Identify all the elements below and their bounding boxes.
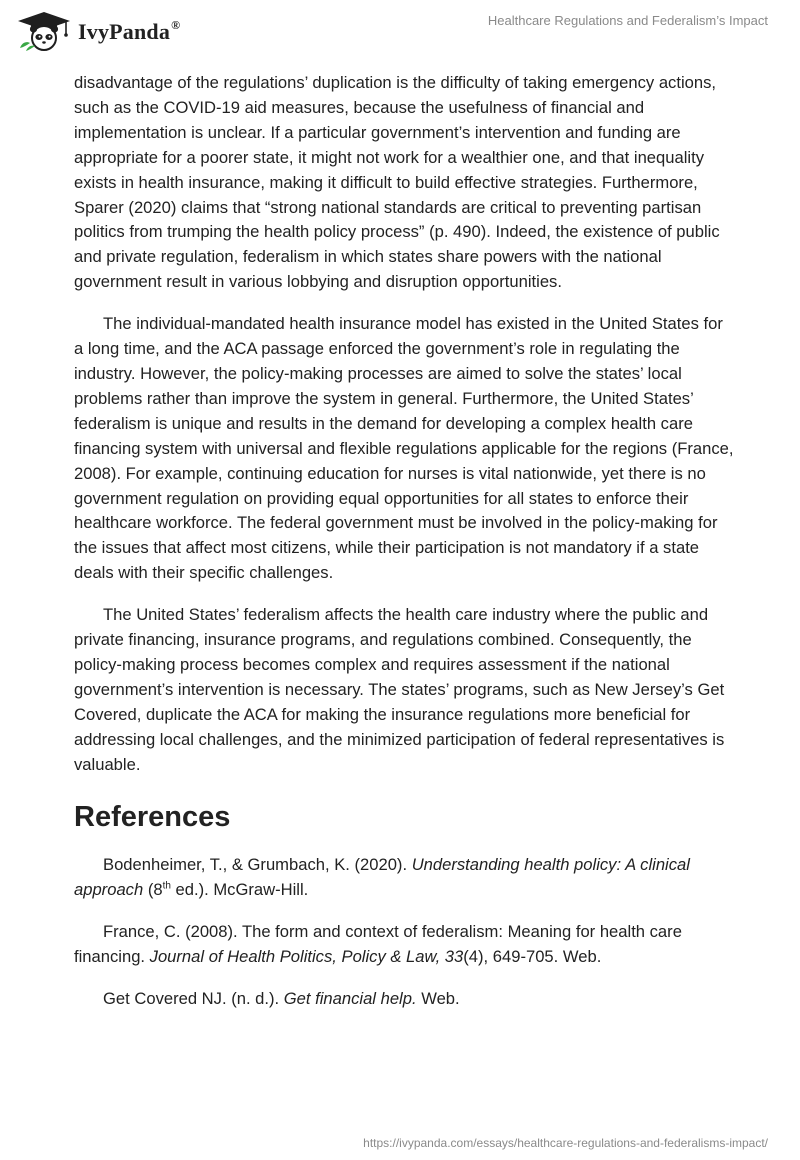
essay-content bbox=[74, 71, 734, 1029]
panda-graduate-icon bbox=[16, 10, 72, 52]
source-url[interactable]: https://ivypanda.com/essays/healthcare-regulations-and-federalisms-impact/ bbox=[363, 1136, 768, 1150]
ref1-publisher: ed.). McGraw-Hill. bbox=[170, 880, 309, 900]
body-paragraph-1: disadvantage of the regulations’ duplication is the difficulty of taking emergency actions, such as the COVID-19 aid measures, because the usefulness of financial and implementation is unclear. If a particular government’s intervention and funding are appropriate for a poorer state, it might not work for a wealthier one, and that inequality exists in health insurance, making it difficult to build effective strategies. Furthermore, Sparer (2020) claims that “strong national standards are critical to preventing partisan politics from trumping the health policy process” (p. 490). Indeed, the existence of public and private regulation, federalism in which states share powers with the national government result in various lobbying and disruption opportunities. bbox=[74, 73, 720, 292]
page-header bbox=[0, 0, 800, 70]
ref2-pages: (4), 649-705. Web. bbox=[463, 947, 602, 967]
ref1-title: Understanding health policy: A clinical approach bbox=[74, 855, 690, 900]
ref1-edition-suffix: th bbox=[162, 880, 171, 892]
body-paragraph-3: The United States’ federalism affects the health care industry where the public and private financing, insurance programs, and regulations combined. Consequently, the policy-making process becomes complex and requires assessment if the national government’s intervention is necessary. The states’ programs, such as New Jersey’s Get Covered, duplicate the ACA for making the insurance regulations more beneficial for addressing local challenges, and the minimized participation of federal representatives is valuable. bbox=[74, 605, 725, 774]
ref2-authors: France, C. (2008). The form and context of federalism: Meaning for health care financing. bbox=[74, 922, 682, 967]
references-heading: References bbox=[74, 801, 231, 834]
brand-logo[interactable] bbox=[16, 10, 180, 52]
ref3-authors: Get Covered NJ. (n. d.). bbox=[103, 989, 284, 1009]
ref3-source: Web. bbox=[416, 989, 460, 1009]
registered-mark: ® bbox=[171, 17, 181, 32]
ref2-journal: Journal of Health Politics, Policy & Law, 33 bbox=[149, 947, 464, 967]
ref1-edition: (8 bbox=[143, 880, 163, 900]
ref3-title: Get financial help. bbox=[283, 989, 417, 1009]
reference-item-3 bbox=[74, 987, 734, 1012]
body-paragraph-2: The individual-mandated health insurance model has existed in the United States for a long time, and the ACA passage enforced the government’s role in regulating the industry. However, the policy-making processes are aimed to solve the states’ local problems rather than improve the system in general. Furthermore, the United States’ federalism is unique and results in the demand for developing a complex health care financing system with universal and flexible regulations applicable for the regions (France, 2008). For example, continuing education for nurses is vital nationwide, yet there is no government regulation on providing equal opportunities for all states to enforce their healthcare workforce. The federal government must be involved in the policy-making for the issues that affect most citizens, while their participation is not mandatory if a state deals with their specific challenges. bbox=[74, 314, 734, 583]
reference-item-1 bbox=[74, 853, 734, 903]
brand-name: IvyPanda® bbox=[78, 17, 181, 44]
reference-item-2 bbox=[74, 920, 734, 970]
ref1-authors: Bodenheimer, T., & Grumbach, K. (2020). bbox=[103, 855, 412, 875]
document-title: Healthcare Regulations and Federalism’s Impact bbox=[487, 13, 768, 28]
